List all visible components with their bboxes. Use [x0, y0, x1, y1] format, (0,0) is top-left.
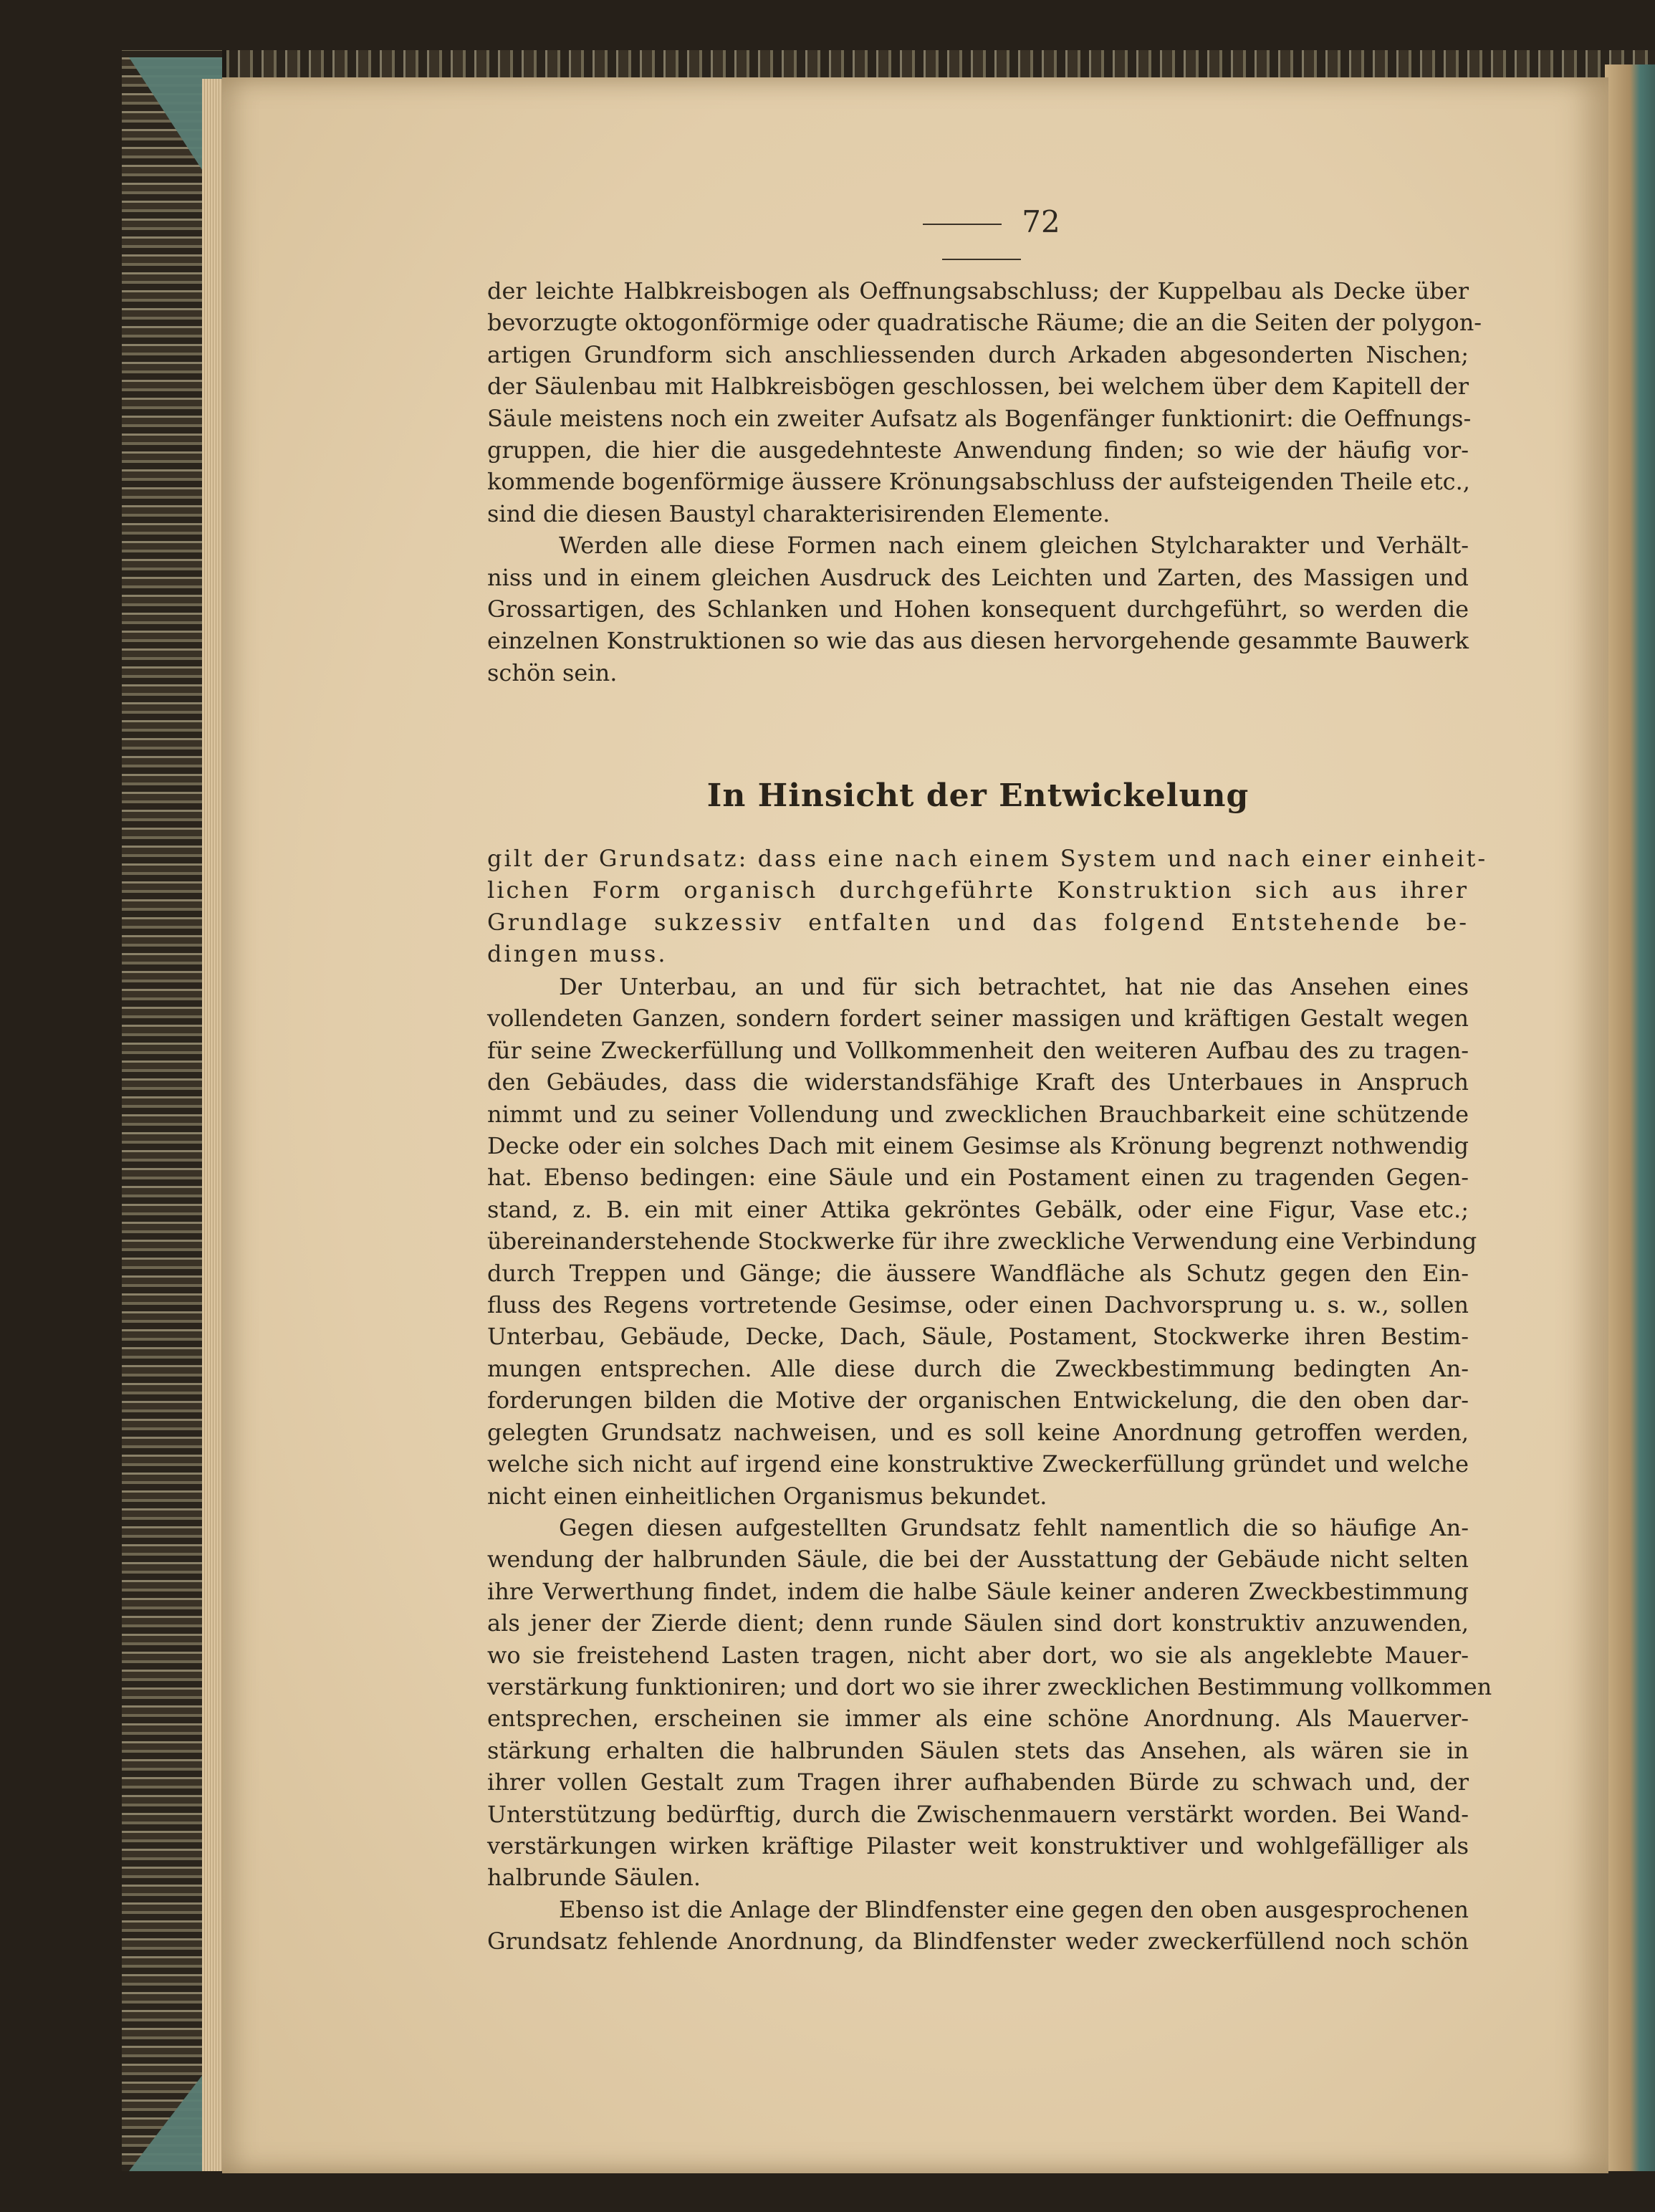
- text-block-bottom: [487, 971, 1492, 1958]
- text-line: der leichte Halbkreisbogen als Oeffnungsabschluss; der Kuppelbau als Decke über: [487, 277, 1469, 305]
- text-line: dingen muss.: [487, 940, 668, 968]
- text-line: der Säulenbau mit Halbkreisbögen geschlossen, bei welchem über dem Kapitell der: [487, 373, 1469, 401]
- paragraph: [487, 530, 1469, 689]
- text-line: Werden alle diese Formen nach einem gleichen Stylcharakter und Verhält-: [559, 532, 1469, 560]
- text-line: übereinanderstehende Stockwerke für ihre zweckliche Verwendung eine Verbindung: [487, 1227, 1477, 1255]
- paragraph: [487, 275, 1482, 530]
- text-line: hat. Ebenso bedingen: eine Säule und ein Postament einen zu tragenden Gegen-: [487, 1164, 1469, 1192]
- text-line: gelegten Grundsatz nachweisen, und es soll keine Anordnung getroffen werden,: [487, 1418, 1469, 1446]
- text-line: niss und in einem gleichen Ausdruck des Leichten und Zarten, des Massigen und: [487, 563, 1469, 591]
- text-line: nimmt und zu seiner Vollendung und zwecklichen Brauchbarkeit eine schützende: [487, 1100, 1469, 1128]
- text-line: lichen Form organisch durchgeführte Konstruktion sich aus ihrer: [487, 876, 1469, 904]
- book-gutter: [1605, 64, 1655, 2171]
- text-line: ihrer vollen Gestalt zum Tragen ihrer aufhabenden Bürde zu schwach und, der: [487, 1768, 1469, 1796]
- paragraph: [487, 1894, 1469, 1958]
- text-line: forderungen bilden die Motive der organischen Entwickelung, die den oben dar-: [487, 1387, 1469, 1414]
- page-number-rule-right: [942, 259, 1021, 260]
- page-number-text: 72: [1022, 204, 1060, 239]
- page-edges: [202, 79, 224, 2171]
- text-line: wo sie freistehend Lasten tragen, nicht aber dort, wo sie als angeklebte Mauer-: [487, 1641, 1469, 1669]
- text-line: sind die diesen Baustyl charakterisirenden Elemente.: [487, 499, 1110, 527]
- text-line: Säule meistens noch ein zweiter Aufsatz als Bogenfänger funktionirt: die Oeffnungs-: [487, 404, 1472, 432]
- text-line: den Gebäudes, dass die widerstandsfähige Kraft des Unterbaues in Anspruch: [487, 1068, 1469, 1096]
- text-line: Grundsatz fehlende Anordnung, da Blindfenster weder zweckerfüllend noch schön: [487, 1928, 1469, 1955]
- paragraph: [487, 843, 1488, 970]
- page-number-rule-left: [923, 224, 1002, 225]
- text-line: entsprechen, erscheinen sie immer als eine schöne Anordnung. Als Mauerver-: [487, 1705, 1469, 1733]
- text-line: ihre Verwerthung findet, indem die halbe Säule keiner anderen Zweckbestimmung: [487, 1577, 1469, 1605]
- text-line: verstärkung funktioniren; und dort wo sie ihrer zwecklichen Bestimmung vollkommen: [487, 1672, 1492, 1700]
- text-line: durch Treppen und Gänge; die äussere Wandfläche als Schutz gegen den Ein-: [487, 1259, 1469, 1287]
- text-line: verstärkungen wirken kräftige Pilaster weit konstruktiver und wohlgefälliger als: [487, 1832, 1469, 1859]
- text-line: stärkung erhalten die halbrunden Säulen stets das Ansehen, als wären sie in: [487, 1736, 1469, 1764]
- text-line: Grossartigen, des Schlanken und Hohen konsequent durchgeführt, so werden die: [487, 595, 1469, 623]
- text-line: vollendeten Ganzen, sondern fordert seiner massigen und kräftigen Gestalt wegen: [487, 1005, 1469, 1033]
- text-line: kommende bogenförmige äussere Krönungsabschluss der aufsteigenden Theile etc.,: [487, 468, 1470, 496]
- page-number: [860, 204, 1103, 274]
- text-line: welche sich nicht auf irgend eine konstruktive Zweckerfüllung gründet und welche: [487, 1450, 1469, 1478]
- text-line: halbrunde Säulen.: [487, 1864, 701, 1892]
- text-line: wendung der halbrunden Säule, die bei der Ausstattung der Gebäude nicht selten: [487, 1546, 1469, 1574]
- text-line: Unterbau, Gebäude, Decke, Dach, Säule, Postament, Stockwerke ihren Bestim-: [487, 1323, 1469, 1351]
- section-heading: In Hinsicht der Entwickelung: [706, 777, 1249, 814]
- paragraph: [487, 971, 1477, 1512]
- text-line: Grundlage sukzessiv entfalten und das folgend Entstehende be-: [487, 908, 1469, 936]
- text-line: gilt der Grundsatz: dass eine nach einem System und nach einer einheit-: [487, 845, 1488, 872]
- text-line: schön sein.: [487, 659, 618, 686]
- text-line: Gegen diesen aufgestellten Grundsatz fehlt namentlich die so häufige An-: [559, 1513, 1469, 1541]
- text-line: als jener der Zierde dient; denn runde Säulen sind dort konstruktiv anzuwenden,: [487, 1609, 1469, 1637]
- text-line: stand, z. B. ein mit einer Attika gekröntes Gebälk, oder eine Figur, Vase etc.;: [487, 1195, 1469, 1223]
- text-line: für seine Zweckerfüllung und Vollkommenheit den weiteren Aufbau des zu tragen-: [487, 1036, 1469, 1064]
- paragraph: [487, 1512, 1492, 1894]
- text-line: fluss des Regens vortretende Gesimse, oder einen Dachvorsprung u. s. w., sollen: [487, 1291, 1469, 1319]
- text-line: einzelnen Konstruktionen so wie das aus diesen hervorgehende gesammte Bauwerk: [487, 627, 1469, 655]
- text-line: bevorzugte oktogonförmige oder quadratische Räume; die an die Seiten der polygon-: [487, 309, 1482, 337]
- text-line: mungen entsprechen. Alle diese durch die Zweckbestimmung bedingten An-: [487, 1354, 1469, 1382]
- text-line: nicht einen einheitlichen Organismus bekundet.: [487, 1482, 1047, 1510]
- principle-statement: [487, 843, 1488, 970]
- text-line: Unterstützung bedürftig, durch die Zwischenmauern verstärkt worden. Bei Wand-: [487, 1800, 1469, 1828]
- text-line: gruppen, die hier die ausgedehnteste Anwendung finden; so wie der häufig vor-: [487, 436, 1469, 464]
- text-line: Decke oder ein solches Dach mit einem Gesimse als Krönung begrenzt nothwendig: [487, 1132, 1469, 1160]
- text-line: artigen Grundform sich anschliessenden durch Arkaden abgesonderten Nischen;: [487, 340, 1469, 368]
- text-block-top: [487, 275, 1482, 689]
- text-line: Der Unterbau, an und für sich betrachtet, hat nie das Ansehen eines: [559, 973, 1469, 1000]
- text-line: Ebenso ist die Anlage der Blindfenster eine gegen den oben ausgesprochenen: [559, 1895, 1469, 1923]
